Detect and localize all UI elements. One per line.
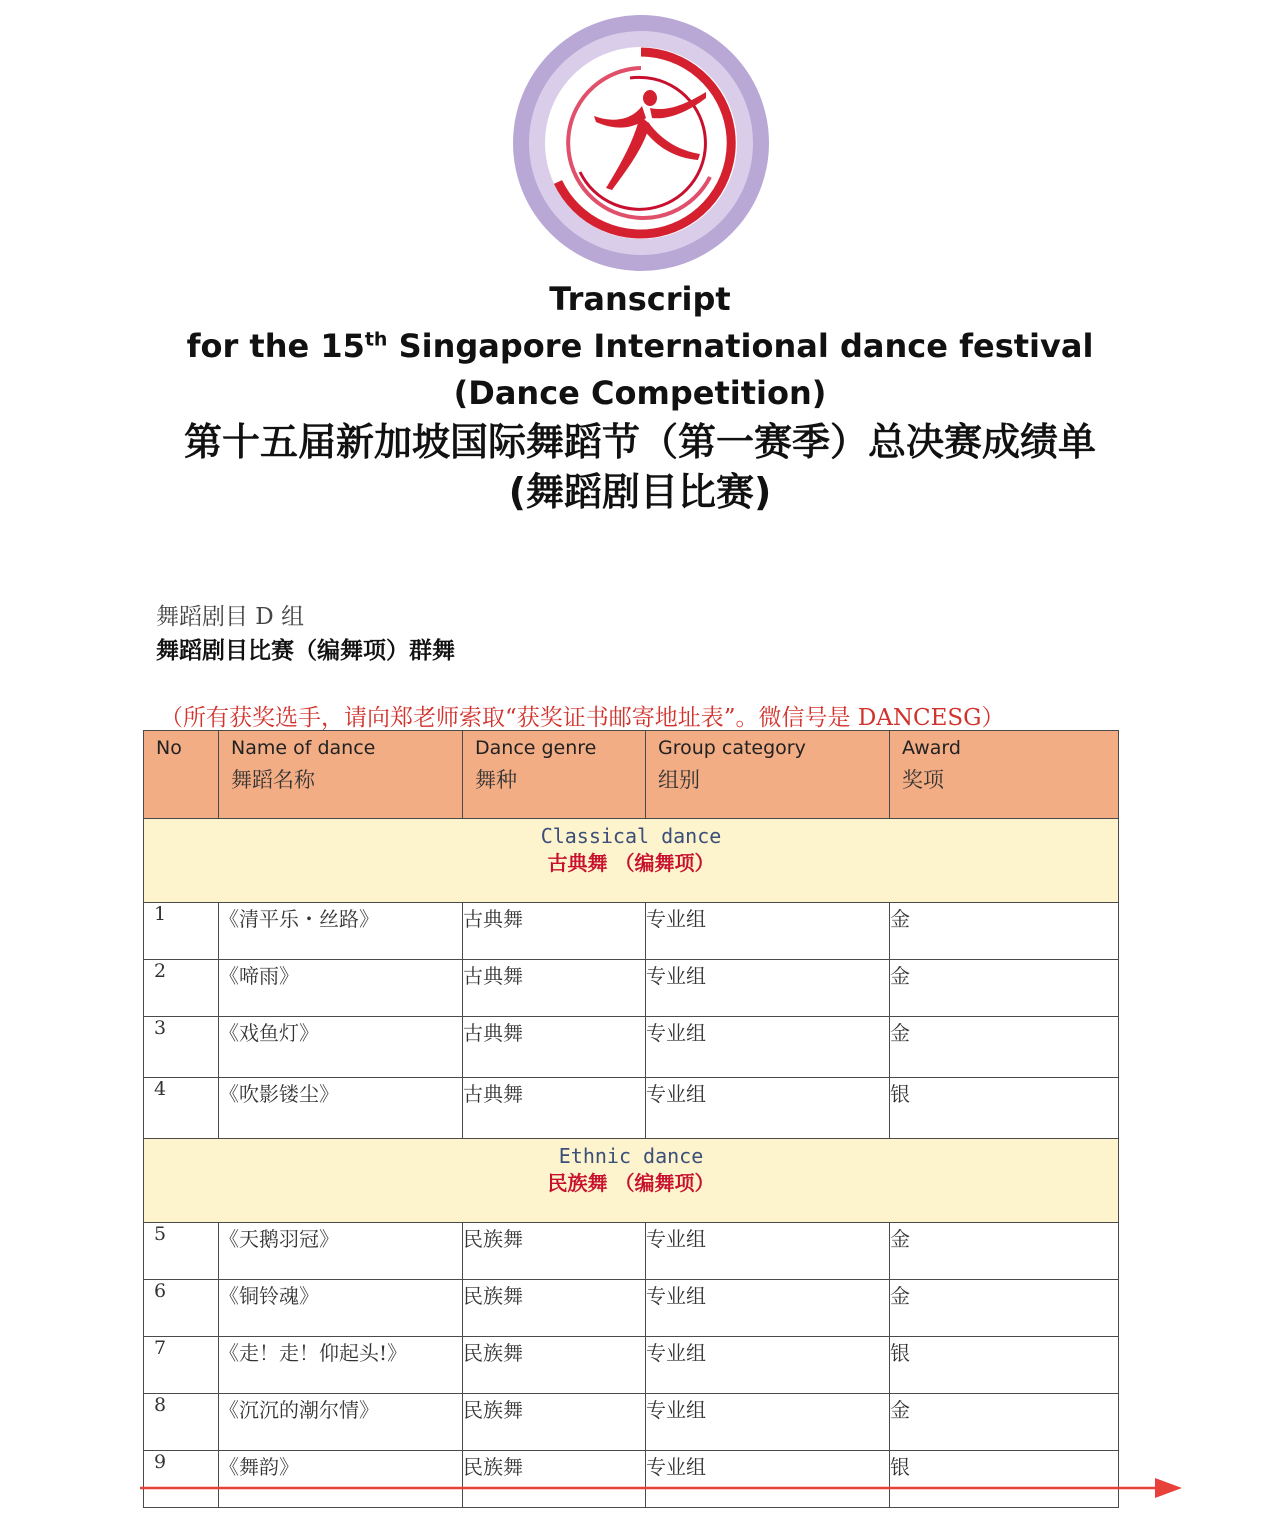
header-name-en: Name of dance [231,737,376,759]
cell-no: 3 [144,1017,219,1078]
section-row-ethnic [144,1139,1119,1223]
cell-no: 4 [144,1078,219,1139]
cell-genre: 古典舞 [463,960,646,1017]
title-block [0,276,1280,517]
cell-name: 《走！走！仰起头!》 [219,1337,463,1394]
table-row [144,1337,1119,1394]
cell-genre: 民族舞 [463,1223,646,1280]
cell-name: 《沉沉的潮尔情》 [219,1394,463,1451]
cell-award: 金 [890,960,1119,1017]
table-row [144,1280,1119,1337]
cell-genre: 古典舞 [463,1017,646,1078]
table-row [144,1223,1119,1280]
cell-no: 8 [144,1394,219,1451]
header-genre-cn: 舞种 [475,768,517,792]
section-title-en: Classical dance [540,824,722,848]
cell-name: 《戏鱼灯》 [219,1017,463,1078]
header-no-en: No [156,737,182,759]
title-festival-ordinal: th [364,328,388,351]
section-row-classical [144,819,1119,903]
cell-genre: 古典舞 [463,903,646,960]
cell-group: 专业组 [646,1017,890,1078]
section-cell [144,819,1119,903]
cell-name: 《舞韵》 [219,1451,463,1508]
cell-group: 专业组 [646,1280,890,1337]
header-group [646,731,890,819]
festival-logo [510,12,772,274]
title-festival-suffix: Singapore International dance festival [387,327,1094,365]
cell-no: 9 [144,1451,219,1508]
header-award [890,731,1119,819]
cell-name: 《天鹅羽冠》 [219,1223,463,1280]
cell-award: 金 [890,1017,1119,1078]
cell-no: 1 [144,903,219,960]
cell-genre: 古典舞 [463,1078,646,1139]
header-group-en: Group category [658,737,806,759]
title-transcript: Transcript [549,280,731,318]
cell-award: 金 [890,1280,1119,1337]
group-label: 舞蹈剧目 D 组 [156,604,305,630]
cell-award: 金 [890,1223,1119,1280]
cell-group: 专业组 [646,1394,890,1451]
cell-name: 《啼雨》 [219,960,463,1017]
results-table [143,730,1119,1508]
cell-award: 银 [890,1337,1119,1394]
cell-group: 专业组 [646,960,890,1017]
cell-award: 银 [890,1078,1119,1139]
section-title-en: Ethnic dance [558,1144,704,1168]
cell-group: 专业组 [646,1337,890,1394]
cell-genre: 民族舞 [463,1394,646,1451]
header-award-en: Award [902,737,961,759]
header-name-cn: 舞蹈名称 [231,768,315,792]
table-row [144,960,1119,1017]
cell-group: 专业组 [646,1451,890,1508]
cell-genre: 民族舞 [463,1451,646,1508]
cell-no: 7 [144,1337,219,1394]
title-chinese-sub: (舞蹈剧目比赛) [508,470,772,514]
table-row [144,1078,1119,1139]
header-genre-en: Dance genre [475,737,597,759]
cell-award: 金 [890,1394,1119,1451]
table-row [144,903,1119,960]
notice-text: （所有获奖选手，请向郑老师索取“获奖证书邮寄地址表”。微信号是 DANCESG） [160,705,1005,731]
header-group-cn: 组别 [658,768,700,792]
table-row [144,1017,1119,1078]
red-arrow-icon [140,1478,1185,1498]
section-title-cn: 古典舞 （编舞项） [547,851,715,875]
header-name [219,731,463,819]
header-no [144,731,219,819]
table-row [144,1394,1119,1451]
cell-group: 专业组 [646,1078,890,1139]
category-label: 舞蹈剧目比赛（编舞项）群舞 [156,637,455,664]
cell-genre: 民族舞 [463,1337,646,1394]
table-header-row [144,731,1119,819]
section-title-cn: 民族舞 （编舞项） [547,1171,715,1195]
title-festival [0,323,1280,370]
cell-name: 《吹影镂尘》 [219,1078,463,1139]
cell-no: 5 [144,1223,219,1280]
cell-award: 金 [890,903,1119,960]
cell-name: 《铜铃魂》 [219,1280,463,1337]
title-chinese: 第十五届新加坡国际舞蹈节（第一赛季）总决赛成绩单 [183,420,1096,464]
cell-award: 银 [890,1451,1119,1508]
cell-no: 6 [144,1280,219,1337]
header-genre [463,731,646,819]
cell-genre: 民族舞 [463,1280,646,1337]
title-festival-prefix: for the 15 [186,327,365,365]
cell-name: 《清平乐・丝路》 [219,903,463,960]
cell-group: 专业组 [646,903,890,960]
section-cell [144,1139,1119,1223]
title-competition: (Dance Competition) [453,374,827,412]
cell-group: 专业组 [646,1223,890,1280]
header-award-cn: 奖项 [902,768,944,792]
cell-no: 2 [144,960,219,1017]
